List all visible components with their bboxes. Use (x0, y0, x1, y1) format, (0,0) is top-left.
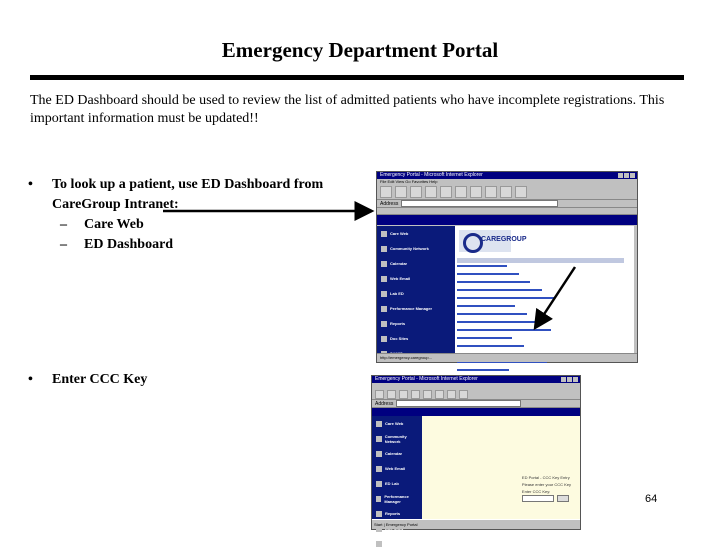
ccc-key-label: Enter CCC Key: (521, 489, 551, 494)
nav-item-label: Care Web (385, 421, 404, 426)
nav-item-label: Reports (390, 321, 406, 326)
address-bar: Address (372, 400, 580, 408)
address-bar: Address (377, 200, 637, 208)
nav-item-label: Calendar (385, 451, 403, 456)
nav-item-label: Performance Manager (390, 306, 433, 311)
arrow-to-ed-dashboard (535, 267, 575, 328)
login-instructions: Please enter your CCC Key (521, 482, 572, 487)
window-title-bar: Emergency Portal - Microsoft Internet Explorer (372, 376, 580, 383)
nav-item-label: Calendar (390, 261, 408, 266)
menu-bar: File Edit View Go Favorites Help (377, 179, 637, 185)
nav-item-label: Performance Manager (384, 493, 409, 504)
bullet-marker: • (28, 177, 33, 192)
nav-item-label: Community Network (390, 246, 429, 251)
nav-item-label: Community Network (384, 433, 407, 444)
nav-item-label: Web Email (390, 276, 411, 281)
login-heading: ED Portal - CCC Key Entry (521, 475, 570, 480)
nav-item-label: Care Web (390, 231, 409, 236)
windows-taskbar: Start | Emergency Portal (372, 519, 580, 529)
bullet-marker: • (28, 372, 33, 387)
sub-item: – ED Dashboard (60, 237, 174, 252)
bullet-text: Enter CCC Key (52, 372, 148, 387)
bullet-text: To look up a patient, use ED Dashboard from CareGroup Intranet: (52, 177, 324, 212)
nav-item-label: ED Lab (385, 481, 399, 486)
intro-paragraph: The ED Dashboard should be used to review the list of admitted patients who have incomplete registrations. This important information must be updated!! (30, 93, 665, 126)
window-title-bar: Emergency Portal - Microsoft Internet Explorer (377, 172, 637, 179)
nav-item-label: Web Email (385, 466, 406, 471)
slide-title: Emergency Department Portal (221, 38, 499, 62)
nav-item-label: Doc Sites (390, 336, 409, 341)
nav-item-icon (376, 541, 382, 547)
nav-item-label: SAMIS (385, 541, 398, 546)
nav-item-label: Reports (385, 511, 401, 516)
caregroup-logo: CAREGROUP (459, 230, 511, 252)
sub-item: – Care Web (60, 217, 144, 232)
page-number: 64 (645, 493, 658, 505)
nav-item-label: Lab ED (390, 291, 404, 296)
status-bar: http://emergency.caregroup... (377, 353, 637, 362)
